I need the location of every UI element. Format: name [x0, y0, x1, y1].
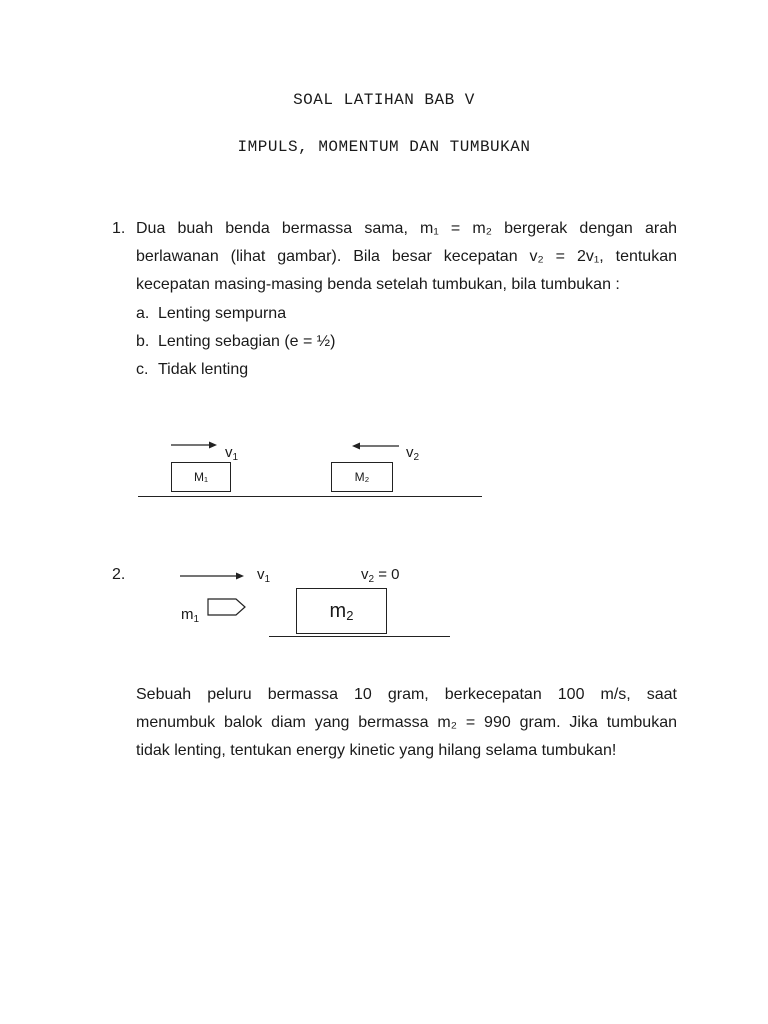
question-1-line: kecepatan masing-masing benda setelah tumbukan, bila tumbukan :	[136, 276, 620, 293]
velocity-value: = 0	[374, 566, 400, 583]
velocity-subscript: 1	[264, 574, 271, 585]
question-1-line: Dua buah benda bermassa sama, m₁ = m₂ bergerak dengan arah	[136, 220, 677, 237]
bullet-mass-label	[181, 606, 199, 625]
page-title: SOAL LATIHAN BAB V	[293, 91, 475, 109]
option-key: a.	[136, 305, 150, 322]
question-2-text	[136, 681, 677, 765]
mass-symbol: m	[329, 599, 347, 622]
option-key: c.	[136, 361, 149, 378]
mass-subscript: 1	[193, 614, 200, 625]
question-1-number: 1.	[112, 220, 126, 237]
question-2-line: menumbuk balok diam yang bermassa m₂ = 990 gram. Jika tumbukan	[136, 714, 677, 731]
option-text: Lenting sempurna	[158, 305, 287, 322]
arrow-right-icon	[180, 573, 244, 580]
mass-symbol: m	[181, 606, 194, 623]
velocity-v2-label	[361, 566, 400, 585]
velocity-symbol: v	[225, 444, 233, 461]
option-text: Lenting sebagian (e = ½)	[158, 333, 336, 350]
option-key: b.	[136, 333, 150, 350]
question-2-line: Sebuah peluru bermassa 10 gram, berkecepatan 100 m/s, saat	[136, 686, 677, 703]
question-2-number: 2.	[112, 566, 126, 583]
page-subtitle: IMPULS, MOMENTUM DAN TUMBUKAN	[237, 138, 531, 156]
ground-line	[269, 636, 450, 637]
option-text: Tidak lenting	[158, 361, 249, 378]
block-m2-label	[330, 600, 354, 623]
mass-subscript: 2	[346, 607, 354, 623]
question-2-line: tidak lenting, tentukan energy kinetic yang hilang selama tumbukan!	[136, 742, 617, 759]
block-m1-label: M₁	[193, 470, 209, 484]
block-m2	[296, 588, 387, 634]
velocity-symbol: v	[257, 566, 265, 583]
velocity-subscript: 2	[413, 452, 420, 463]
question-1-line: berlawanan (lihat gambar). Bila besar kecepatan v₂ = 2v₁, tentukan	[136, 248, 677, 265]
velocity-subscript: 2	[368, 574, 375, 585]
velocity-subscript: 1	[232, 452, 239, 463]
bullet-icon	[208, 599, 245, 615]
block-m2-label: M₂	[354, 470, 370, 484]
velocity-v1-label	[257, 566, 270, 585]
velocity-symbol: v	[406, 444, 414, 461]
velocity-symbol: v	[361, 566, 369, 583]
